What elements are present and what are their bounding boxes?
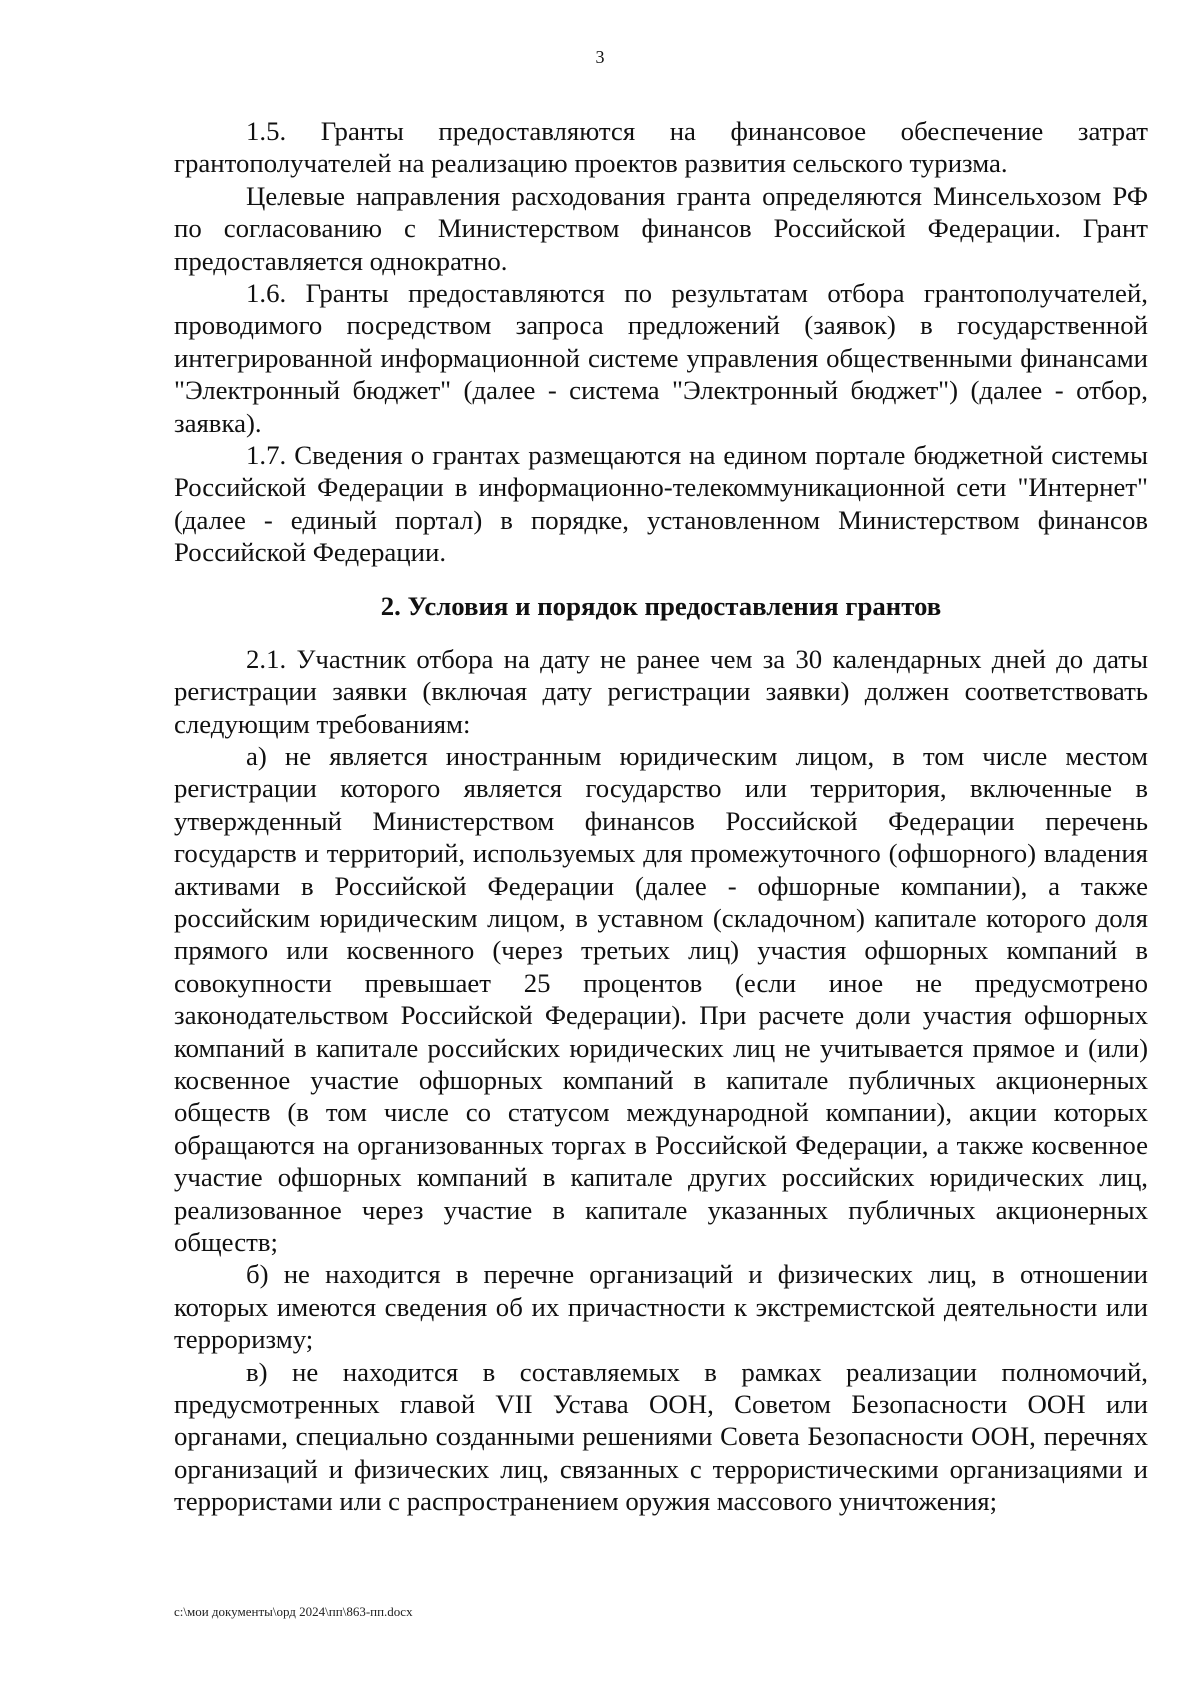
document-body	[174, 115, 1148, 1518]
paragraph-item-a: а) не является иностранным юридическим лицом, в том числе местом регистрации которого является государство или территория, включенные в утвержденный Министерством финансов Российской Федерации перечень государств и территорий, используемых для промежуточного (офшорного) владения активами в Российской Федерации (далее - офшорные компании), а также российским юридическим лицом, в уставном (складочном) капитале которого доля прямого или косвенного (через третьих лиц) участия офшорных компаний в совокупности превышает 25 процентов (если иное не предусмотрено законодательством Российской Федерации). При расчете доли участия офшорных компаний в капитале российских юридических лиц не учитывается прямое и (или) косвенное участие офшорных компаний в капитале публичных акционерных обществ (в том числе со статусом международной компании), акции которых обращаются на организованных торгах в Российской Федерации, а также косвенное участие офшорных компаний в капитале других российских юридических лиц, реализованное через участие в капитале указанных публичных акционерных обществ;	[174, 740, 1148, 1257]
paragraph-2-1: 2.1. Участник отбора на дату не ранее чем за 30 календарных дней до даты регистрации заявки (включая дату регистрации заявки) должен соответствовать следующим требованиям:	[174, 643, 1148, 739]
paragraph-item-b: б) не находится в перечне организаций и физических лиц, в отношении которых имеются сведения об их причастности к экстремистской деятельности или терроризму;	[174, 1259, 1148, 1355]
paragraph-1-7: 1.7. Сведения о грантах размещаются на едином портале бюджетной системы Российской Федерации в информационно-телекоммуникационной сети "Интернет" (далее - единый портал) в порядке, установленном Министерством финансов Российской Федерации.	[174, 440, 1148, 568]
paragraph-item-v: в) не находится в составляемых в рамках реализации полномочий, предусмотренных главой VII Устава ООН, Советом Безопасности ООН или органами, специально созданными решениями Совета Безопасности ООН, перечнях организаций и физических лиц, связанных с террористическими организациями и террористами или с распространением оружия массового уничтожения;	[174, 1356, 1148, 1517]
paragraph-target-directions: Целевые направления расходования гранта определяются Минсельхозом РФ по согласованию с Министерством финансов Российской Федерации. Грант предоставляется однократно.	[174, 180, 1148, 276]
footer-file-path: c:\мои документы\орд 2024\пп\863-пп.docx	[174, 1604, 413, 1619]
section-heading: 2. Условия и порядок предоставления грантов	[380, 590, 942, 621]
page-number: 3	[595, 47, 605, 67]
paragraph-1-6: 1.6. Гранты предоставляются по результатам отбора грантополучателей, проводимого посредством запроса предложений (заявок) в государственной интегрированной информационной системе управления общественными финансами "Электронный бюджет" (далее - система "Электронный бюджет") (далее - отбор, заявка).	[174, 278, 1148, 438]
paragraph-1-5: 1.5. Гранты предоставляются на финансовое обеспечение затрат грантополучателей на реализацию проектов развития сельского туризма.	[174, 116, 1148, 179]
